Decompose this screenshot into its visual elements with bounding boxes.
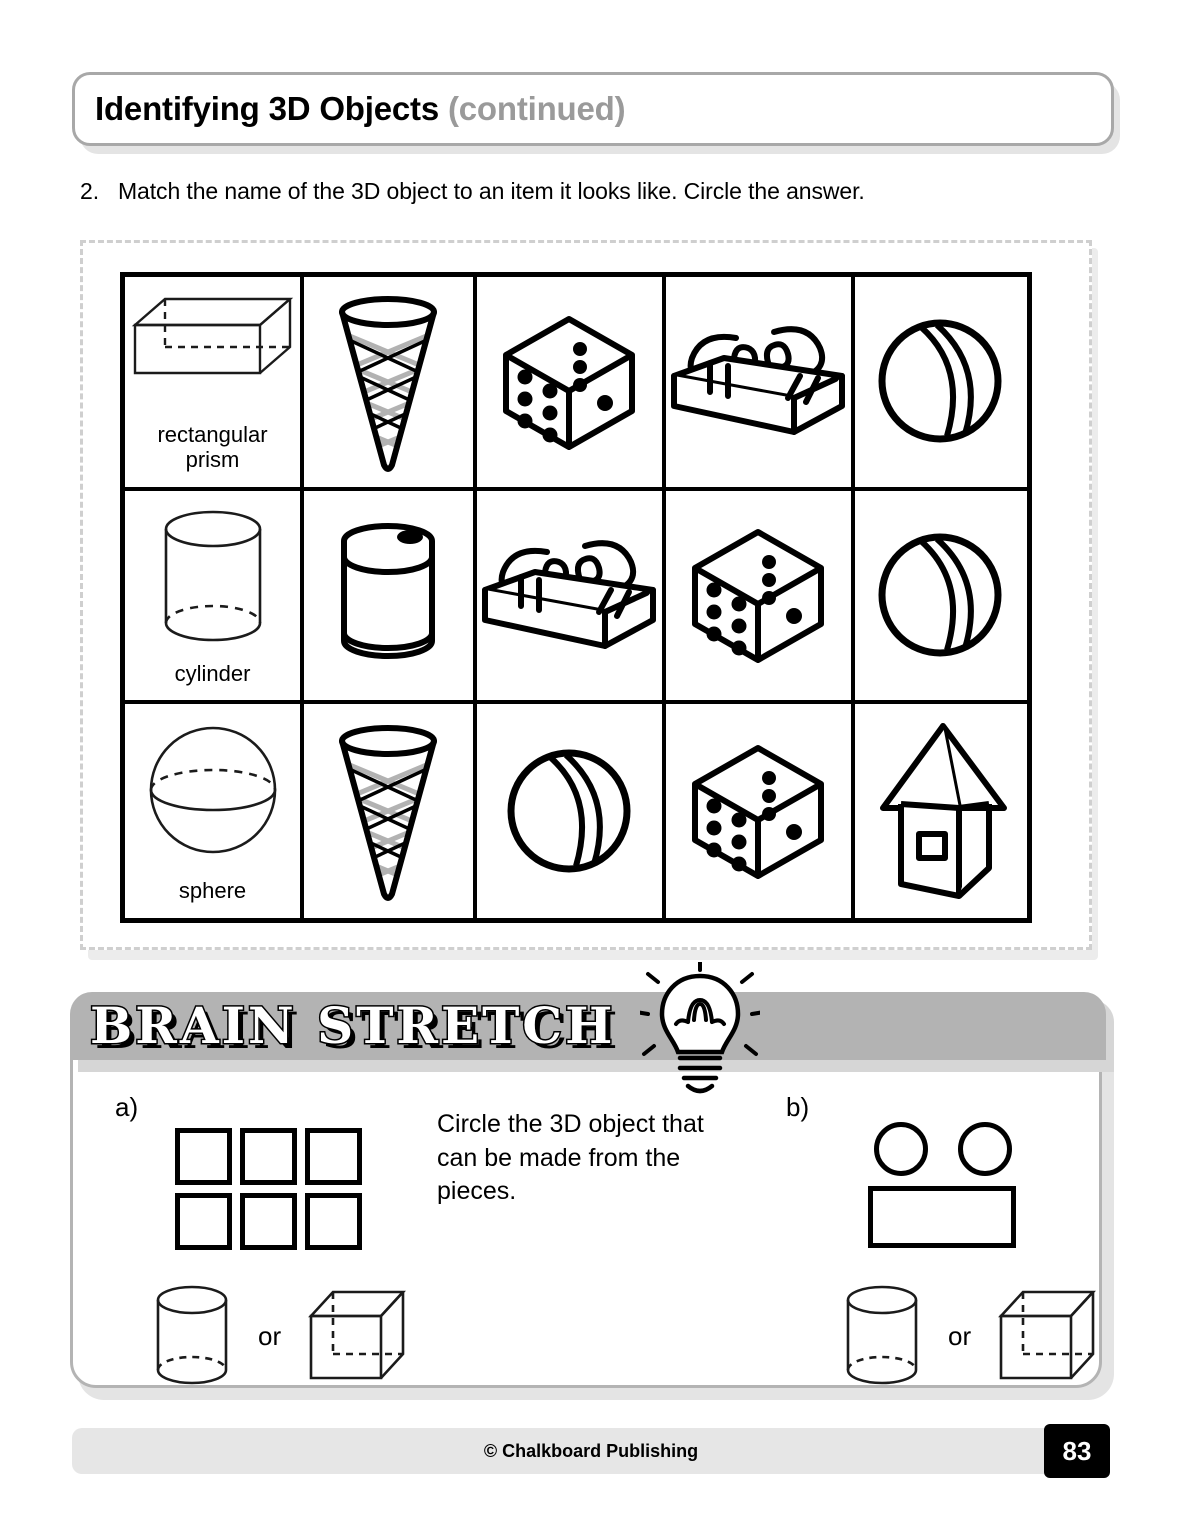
- cube-outline-icon[interactable]: [993, 1282, 1101, 1390]
- table-cell-r1c4[interactable]: [666, 277, 855, 491]
- cylinder-diagram: [153, 505, 273, 655]
- net-circle: [958, 1122, 1012, 1176]
- net-square: [175, 1193, 232, 1250]
- net-square: [305, 1193, 362, 1250]
- die-icon: [683, 520, 833, 670]
- table-row-2-shape-cell: [125, 491, 304, 705]
- table-cell-r3c2[interactable]: [304, 704, 477, 918]
- table-row-3-shape-cell: [125, 704, 304, 918]
- page-header: [72, 72, 1112, 144]
- table-cell-r2c3[interactable]: [477, 491, 666, 705]
- sphere-diagram: [138, 718, 288, 868]
- part-b-choices: [838, 1282, 1101, 1390]
- question-text: Match the name of the 3D object to an item it looks like. Circle the answer.: [118, 178, 865, 204]
- table-cell-r1c5[interactable]: [855, 277, 1028, 491]
- part-a-or-label: or: [258, 1320, 282, 1351]
- net-square: [305, 1128, 362, 1185]
- gift-box-icon: [477, 528, 662, 663]
- net-circle: [874, 1122, 928, 1176]
- table-row-2-label: cylinder: [174, 660, 251, 686]
- brain-stretch-title: BRAIN STRETCH: [90, 996, 616, 1055]
- part-a-label: a): [115, 1092, 139, 1122]
- table-row-3-label: sphere: [178, 878, 247, 904]
- net-square: [240, 1193, 297, 1250]
- beach-ball-icon: [873, 528, 1008, 663]
- table-cell-r3c3[interactable]: [477, 704, 666, 918]
- matching-table: [120, 272, 1032, 923]
- title-bar: [72, 72, 1114, 146]
- net-square: [240, 1128, 297, 1185]
- table-row-1-label: rectangular prism: [157, 422, 268, 473]
- ice-cream-cone-icon: [328, 716, 448, 906]
- cylinder-outline-icon[interactable]: [148, 1282, 236, 1390]
- footer-copyright: © Chalkboard Publishing: [483, 1440, 699, 1461]
- table-cell-r2c4[interactable]: [666, 491, 855, 705]
- net-square: [175, 1128, 232, 1185]
- part-b-label: b): [786, 1092, 810, 1122]
- table-cell-r2c2[interactable]: [304, 491, 477, 705]
- page-title: [95, 90, 625, 128]
- question-number: 2.: [80, 178, 99, 204]
- lightbulb-icon: [640, 962, 760, 1102]
- table-row-1-shape-cell: [125, 277, 304, 491]
- table-cell-r3c5[interactable]: [855, 704, 1028, 918]
- beach-ball-icon: [502, 744, 637, 879]
- part-a-net: [175, 1128, 362, 1250]
- net-rectangle: [868, 1186, 1016, 1248]
- tin-can-icon: [328, 515, 448, 675]
- ice-cream-cone-icon: [328, 287, 448, 477]
- rectangular-prism-diagram: [125, 291, 300, 396]
- cylinder-outline-icon[interactable]: [838, 1282, 926, 1390]
- beach-ball-icon: [873, 314, 1008, 449]
- table-cell-r3c4[interactable]: [666, 704, 855, 918]
- page-title-main: Identifying 3D Objects: [95, 90, 439, 127]
- house-tower-icon: [871, 716, 1011, 906]
- table-cell-r1c2[interactable]: [304, 277, 477, 491]
- part-a-choices: [148, 1282, 411, 1390]
- page-title-continued: (continued): [447, 90, 626, 127]
- table-cell-r2c5[interactable]: [855, 491, 1028, 705]
- page-number-badge: 83: [1044, 1424, 1110, 1478]
- brain-stretch-prompt: Circle the 3D object that can be made from the pieces.: [437, 1110, 704, 1205]
- gift-box-icon: [666, 314, 851, 449]
- die-icon: [494, 307, 644, 457]
- table-cell-r1c3[interactable]: [477, 277, 666, 491]
- question-instruction: [80, 178, 1080, 205]
- die-icon: [683, 736, 833, 886]
- part-b-net: [868, 1122, 1016, 1248]
- part-b-or-label: or: [948, 1320, 972, 1351]
- cube-outline-icon[interactable]: [303, 1282, 411, 1390]
